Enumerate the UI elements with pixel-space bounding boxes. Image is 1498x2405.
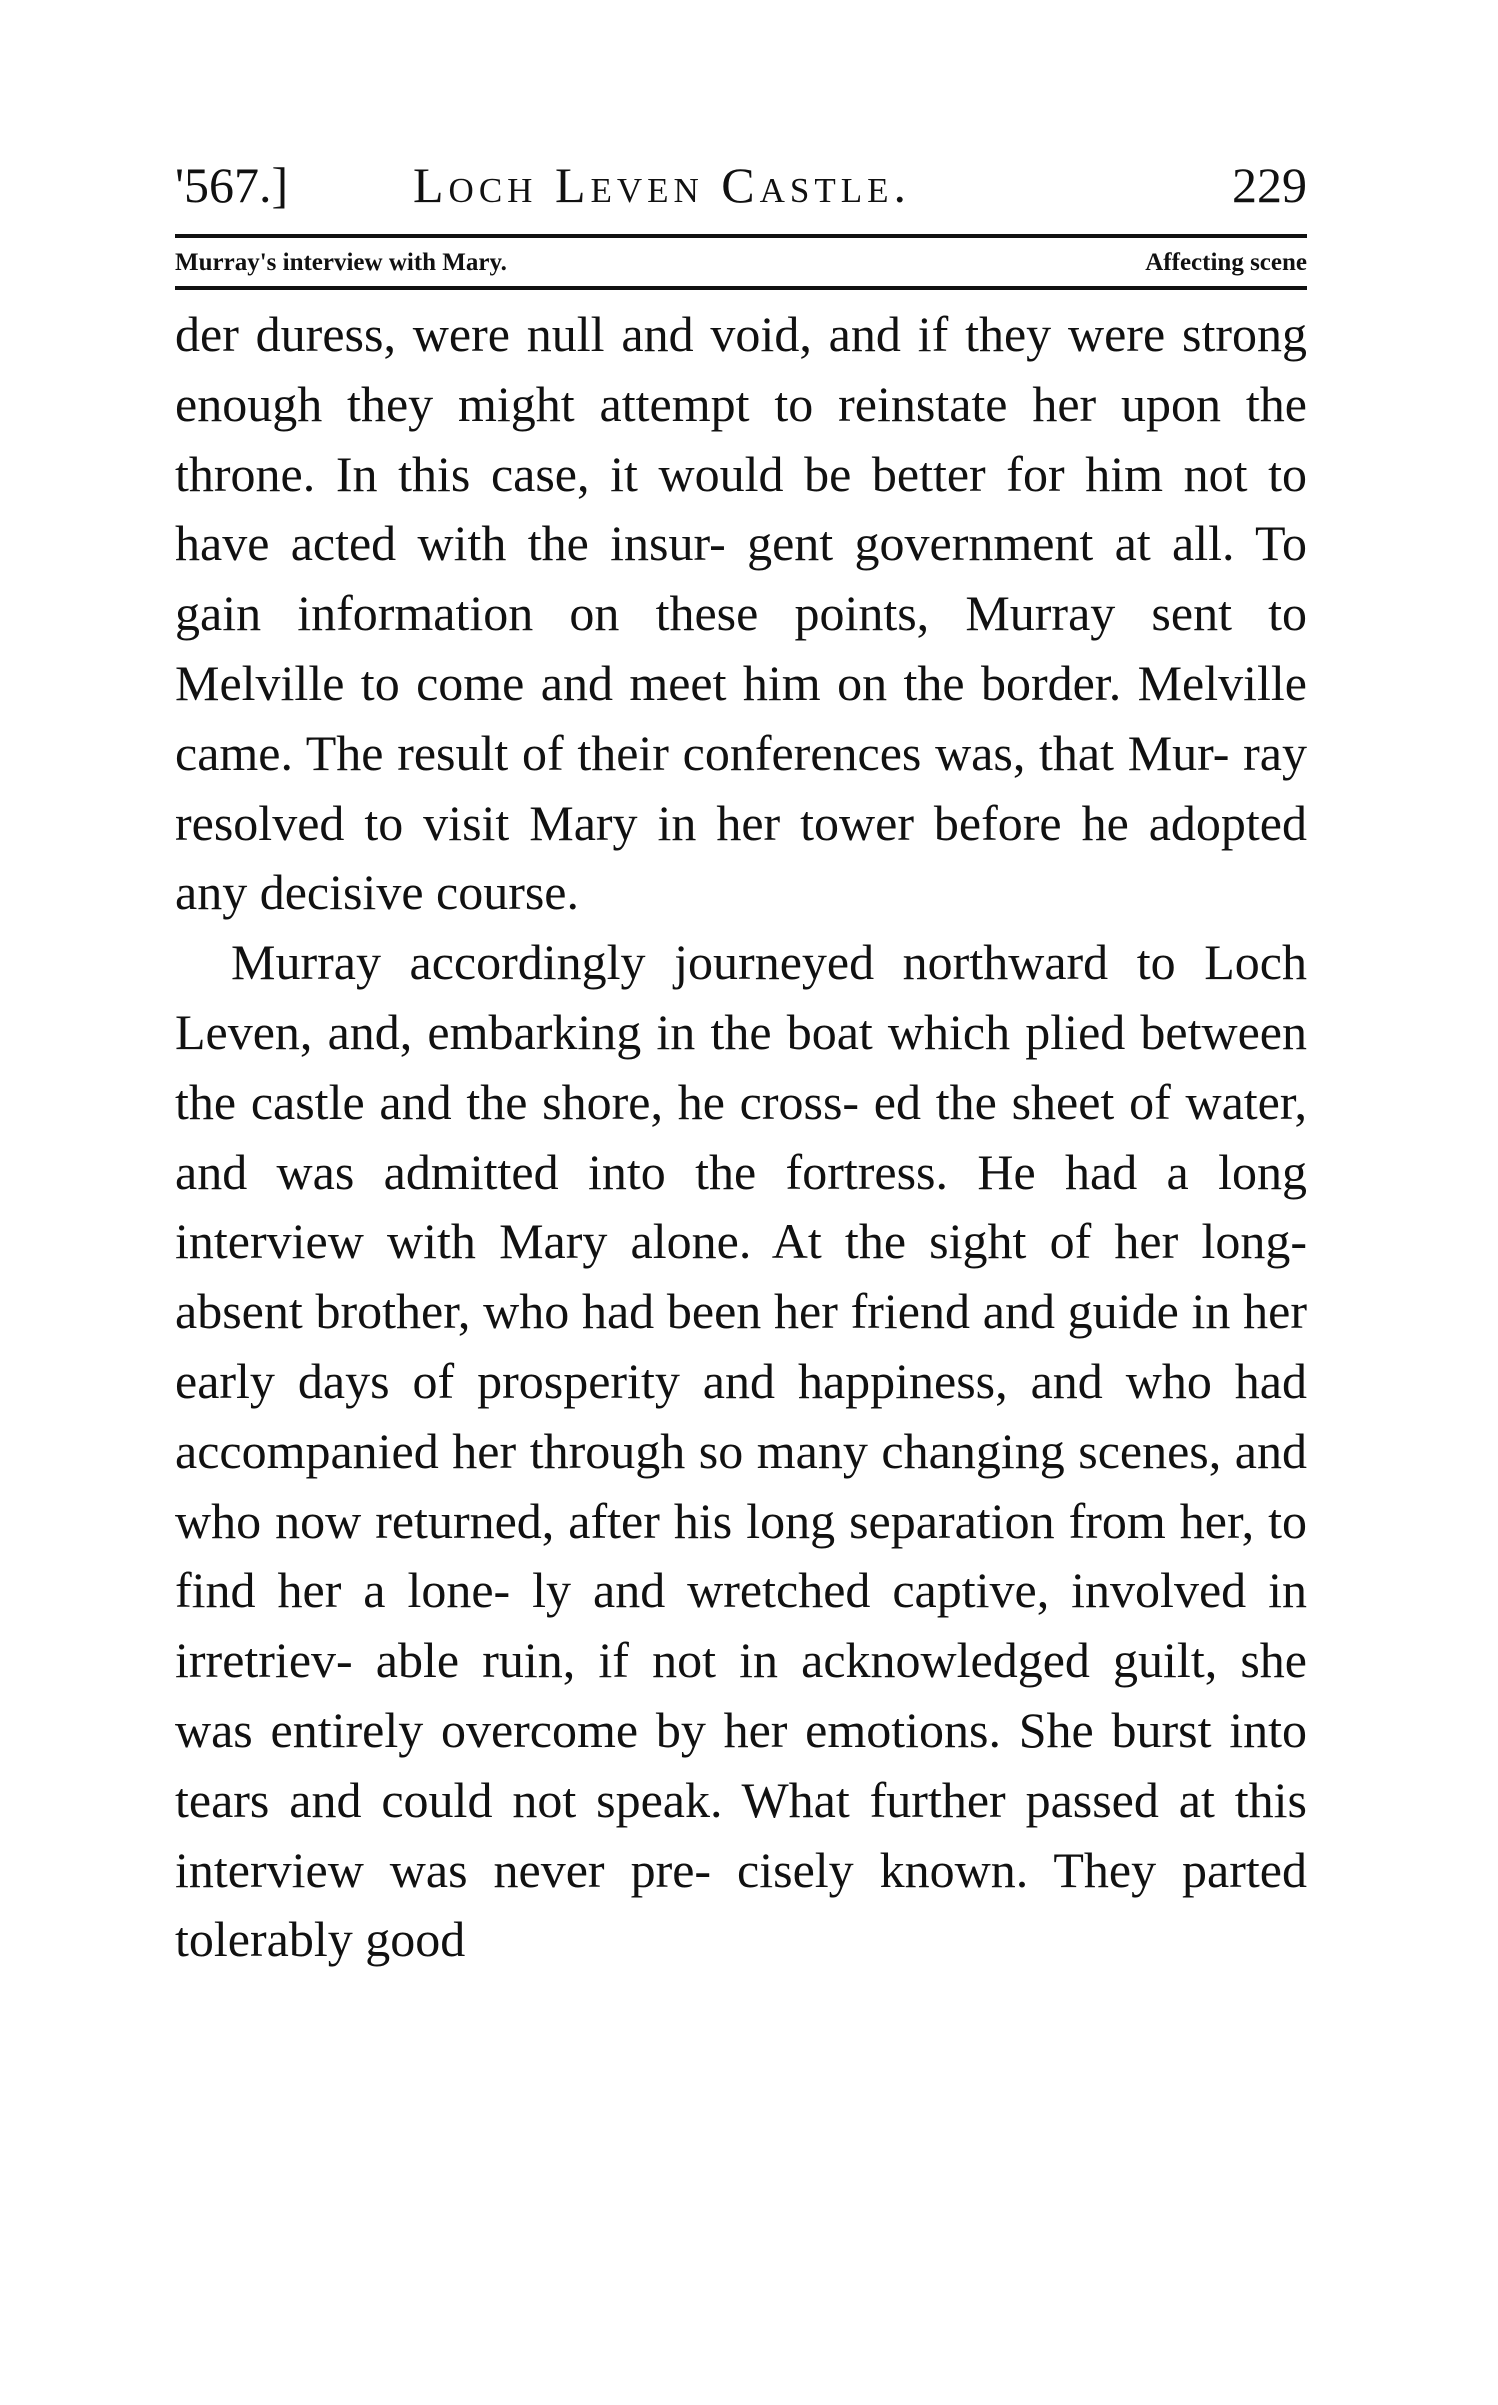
sidenote-bar [175, 246, 1307, 280]
header-year: '567.] [175, 157, 289, 213]
running-head [175, 150, 1307, 220]
header-rule [175, 234, 1307, 238]
sidenote-right: Affecting scene [1145, 249, 1307, 276]
page-number: 229 [1232, 157, 1307, 213]
paragraph-1: der duress, were null and void, and if they were strong enough they might attempt to reinstate her upon the throne. In this case, it would be better for him not to have acted with the insur- gent government at all. To gain information on these points, Murray sent to Melville to come and meet him on the border. Melville came. The result of their conferences was, that Mur- ray resolved to visit Mary in her tower before he adopted any decisive course. [175, 306, 1307, 921]
paragraph-2: Murray accordingly journeyed northward to Loch Leven, and, embarking in the boat which plied between the castle and the shore, he cross- ed the sheet of water, and was admitted into the fortress. He had a long interview with Mary alone. At the sight of her long-absent brother, who had been her friend and guide in her early days of prosperity and happiness, and who had accompanied her through so many changing scenes, and who now returned, after his long separation from her, to find her a lone- ly and wretched captive, involved in irretriev- able ruin, if not in acknowledged guilt, she was entirely overcome by her emotions. She burst into tears and could not speak. What further passed at this interview was never pre- cisely known. They parted tolerably good [175, 934, 1307, 1968]
sidenote-left: Murray's interview with Mary. [175, 249, 507, 276]
sidenote-rule [175, 286, 1307, 290]
header-title: Loch Leven Castle. [413, 157, 912, 213]
body-text [175, 300, 1307, 1975]
book-page [175, 150, 1307, 1975]
